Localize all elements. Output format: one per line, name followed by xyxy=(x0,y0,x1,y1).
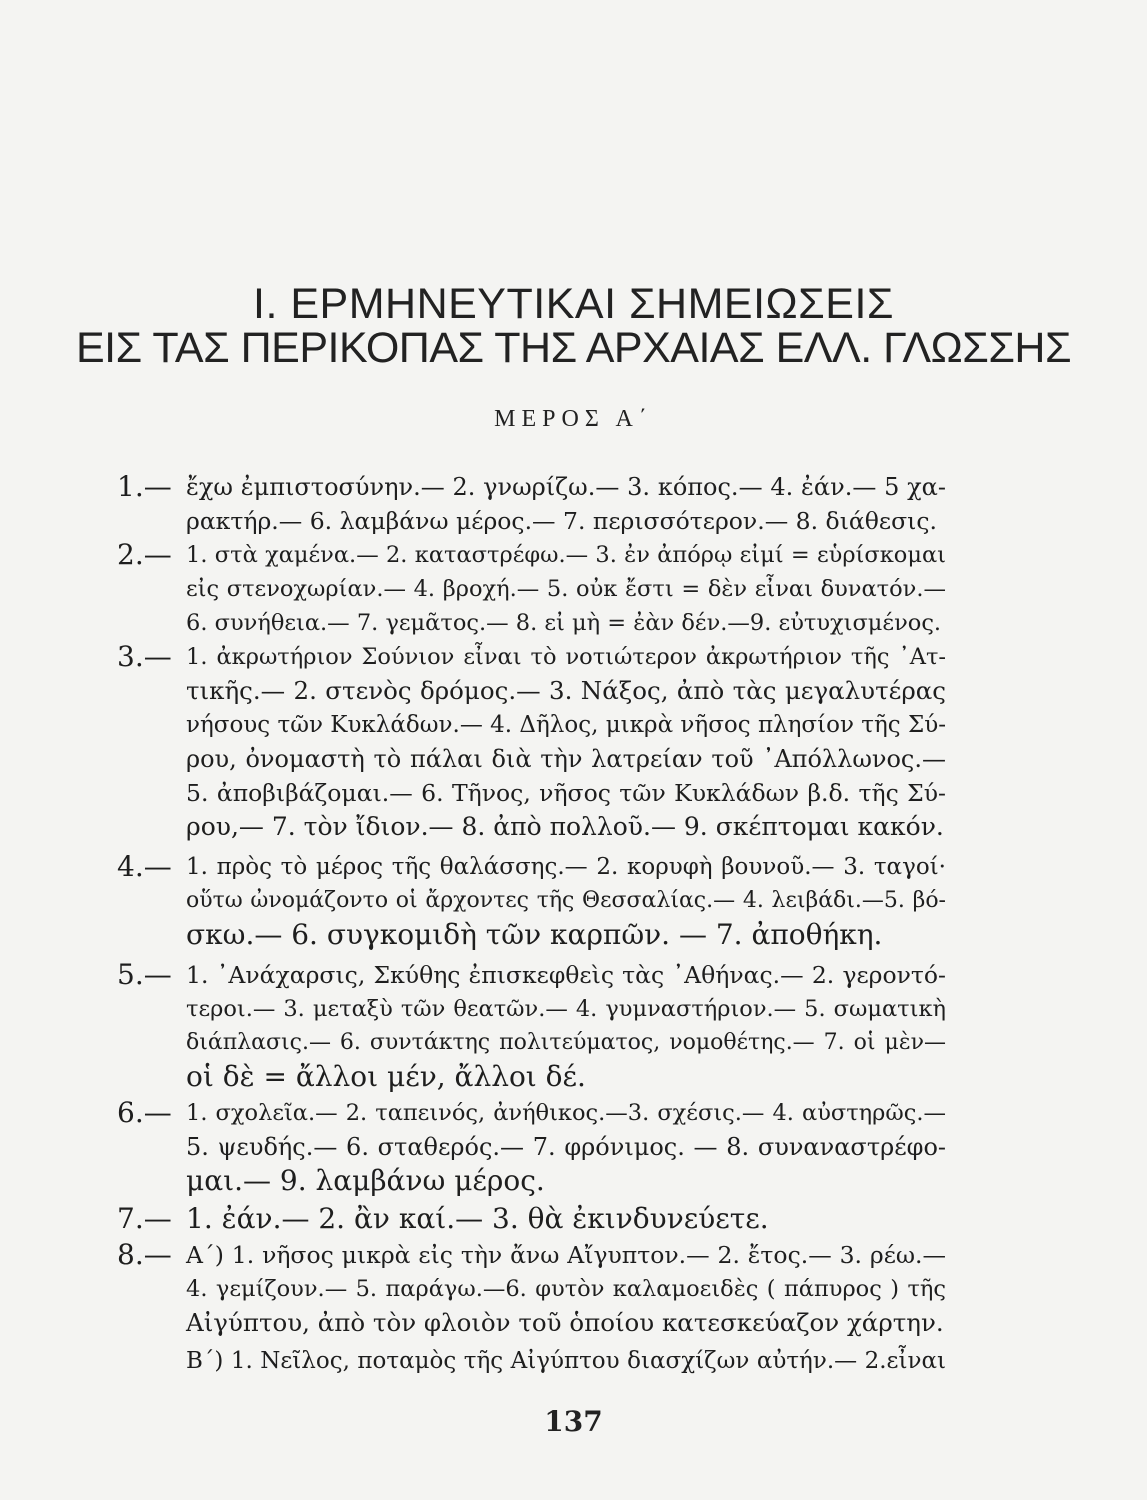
entry-number: 4.— xyxy=(117,850,172,883)
page-number: 137 xyxy=(544,1405,603,1438)
entry-number: 3.— xyxy=(117,640,172,673)
section-heading-line-2: ΕΙΣ ΤΑΣ ΠΕΡΙΚΟΠΑΣ ΤΗΣ ΑΡΧΑΙΑΣ ΕΛΛ. ΓΛΩΣΣΗΣ xyxy=(75,324,1072,372)
entry-line: διάπλασις.— 6. συντάκτης πολιτεύματος, νομοθέτης.— 7. οἱ μὲν— xyxy=(186,1030,946,1055)
entry-line: ρακτήρ.— 6. λαμβάνω μέρος.— 7. περισσότερον.— 8. διάθεσις. xyxy=(186,507,937,535)
entry-line: σκω.— 6. συγκομιδὴ τῶν καρπῶν. — 7. ἀποθήκη. xyxy=(186,918,883,951)
entry-line: μαι.— 9. λαμβάνω μέρος. xyxy=(186,1164,545,1197)
entry-line: Β΄) 1. Νεῖλος, ποταμὸς τῆς Αἰγύπτου διασχίζων αὐτήν.— 2.εἶναι xyxy=(186,1348,946,1374)
entry-line: οἱ δὲ = ἄλλοι μέν, ἄλλοι δέ. xyxy=(186,1060,586,1093)
entry-line: 5. ψευδής.— 6. σταθερός.— 7. φρόνιμος. — 8. συναναστρέφο- xyxy=(186,1133,946,1161)
entry-number: 2.— xyxy=(117,538,172,571)
entry-line: τικῆς.— 2. στενὸς δρόμος.— 3. Νάξος, ἀπὸ τὰς μεγαλυτέρας xyxy=(186,676,946,705)
entry-line: 5. ἀποβιβάζομαι.— 6. Τῆνος, νῆσος τῶν Κυκλάδων β.δ. τῆς Σύ- xyxy=(186,779,946,807)
entry-number: 7.— xyxy=(117,1202,172,1235)
entry-line: Αἰγύπτου, ἀπὸ τὸν φλοιὸν τοῦ ὁποίου κατεσκεύαζον χάρτην. xyxy=(186,1308,944,1337)
entry-number: 8.— xyxy=(117,1238,172,1271)
entry-line: εἰς στενοχωρίαν.— 4. βροχή.— 5. οὐκ ἔστι = δὲν εἶναι δυνατόν.— xyxy=(186,576,946,602)
entry-number: 6.— xyxy=(117,1096,172,1129)
entry-line: 1. πρὸς τὸ μέρος τῆς θαλάσσης.— 2. κορυφὴ βουνοῦ.— 3. ταγοί· xyxy=(186,854,946,880)
entry-line: 1. ἀκρωτήριον Σούνιον εἶναι τὸ νοτιώτερον ἀκρωτήριον τῆς ᾿Ατ- xyxy=(186,644,946,670)
entry-line: Α΄) 1. νῆσος μικρὰ εἰς τὴν ἄνω Αἴγυπτον.— 2. ἔτος.— 3. ρέω.— xyxy=(186,1241,946,1269)
entry-line: 1. ᾿Ανάχαρσις, Σκύθης ἐπισκεφθεὶς τὰς ᾿Αθήνας.— 2. γεροντό- xyxy=(186,961,946,989)
entry-line: 1. ἐάν.— 2. ἂν καί.— 3. θὰ ἐκινδυνεύετε. xyxy=(186,1202,769,1235)
entry-line: 6. συνήθεια.— 7. γεμᾶτος.— 8. εἰ μὴ = ἐὰν δέν.—9. εὐτυχισμένος. xyxy=(186,610,942,636)
entry-line: τεροι.— 3. μεταξὺ τῶν θεατῶν.— 4. γυμναστήριον.— 5. σωματικὴ xyxy=(186,996,946,1022)
entry-line: οὕτω ὠνομάζοντο οἱ ἄρχοντες τῆς Θεσσαλίας.— 4. λειβάδι.—5. βό- xyxy=(186,888,946,913)
entry-line: 1. σχολεῖα.— 2. ταπεινός, ἀνήθικος.—3. σχέσις.— 4. αὐστηρῶς.— xyxy=(186,1100,946,1126)
entry-line: 4. γεμίζουν.— 5. παράγω.—6. φυτὸν καλαμοειδὲς ( πάπυρος ) τῆς xyxy=(186,1276,946,1302)
section-heading-line-1: I. ΕΡΜΗΝΕΥΤΙΚΑΙ ΣΗΜΕΙΩΣΕΙΣ xyxy=(253,280,894,328)
entry-line: 1. στὰ χαμένα.— 2. καταστρέφω.— 3. ἐν ἀπόρῳ εἰμί = εὑρίσκομαι xyxy=(186,542,946,568)
entry-line: ρου, ὀνομαστὴ τὸ πάλαι διὰ τὴν λατρείαν τοῦ ᾿Απόλλωνος.— xyxy=(186,745,946,773)
entry-line: ρου,— 7. τὸν ἴδιον.— 8. ἀπὸ πολλοῦ.— 9. σκέπτομαι κακόν. xyxy=(186,812,944,841)
entry-line: νήσους τῶν Κυκλάδων.— 4. Δῆλος, μικρὰ νῆσος πλησίον τῆς Σύ- xyxy=(186,712,946,738)
entry-number: 1.— xyxy=(117,470,172,503)
part-title: ΜΕΡΟΣ Α΄ xyxy=(494,406,653,432)
entry-line: ἔχω ἐμπιστοσύνην.— 2. γνωρίζω.— 3. κόπος.— 4. ἐάν.— 5 χα- xyxy=(186,473,946,501)
entry-number: 5.— xyxy=(117,958,172,991)
